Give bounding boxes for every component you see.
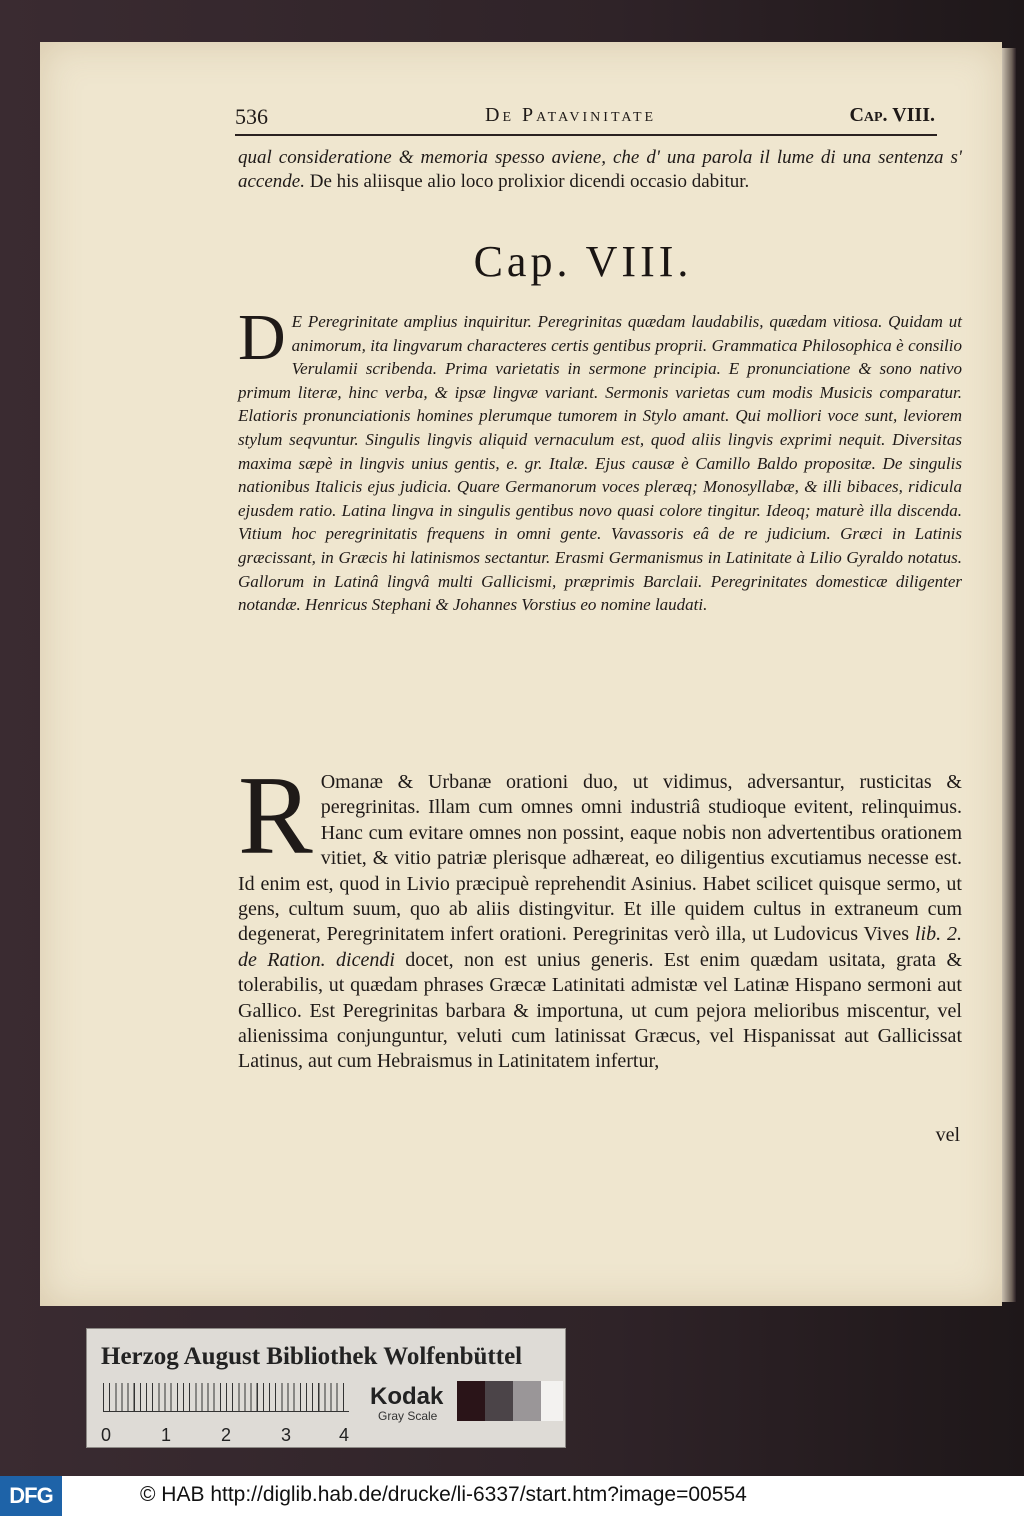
library-name: Herzog August Bibliothek Wolfenbüttel xyxy=(101,1343,523,1370)
latin-tail: De his aliisque alio loco prolixior dicendi occasio dabitur. xyxy=(309,171,750,192)
running-chapter: Cap. VIII. xyxy=(849,104,935,126)
catchword: vel xyxy=(935,1124,960,1146)
citation-link[interactable]: © HAB http://diglib.hab.de/drucke/li-6337/start.htm?image=00554 xyxy=(140,1483,747,1506)
summary-text: E Peregrinitate amplius inquiritur. Peregrinitas quædam laudabilis, quædam vitiosa. Quidam ut animorum, ita lingvarum characteres certis gentibus proprii. Grammatica Philosophica è consilio Verulamii scribenda. Prima varietatis in sermone principia. E pronunciatione & sono nativo primum literæ, hinc verba, & ipsæ lingvæ variant. Sermonis varietas cum modis Musicis comparatur. Elatioris pronunciationis homines plerumque tumorem in Stylo amant. Qui molliori voce sunt, leviorem stylum seqvuntur. Singulis lingvis aliquid vernaculum est, quod aliis lingvis exprimi nequit. Diversitas maxima sæpè in lingvis unius gentis, e. gr. Italæ. Ejus causæ è Camillo Baldo propositæ. De singulis nationibus Italicis ejus judicia. Quare Germanorum voces pleræq; Monosyllabæ, & illi bibaces, ridicula ejusdem ratio. Latina lingva in singulis gentibus novo quasi colore tingitur. Ideoq; maturè illa discenda. Vitium hoc peregrinitatis frequens in omni gente. Vavassoris eâ de re judicium. Græci in Latinis græcissant, in Græcis hi latinismos sectantur. Erasmi Germanismus in Latinitate à Lilio Gyraldo notatus. Gallorum in Latinâ lingvâ multi Gallicismi, præprimis Barclaii. Peregrinitates domesticæ diligenter notandæ. Henricus Stephani & Johannes Vorstius eo nomine laudati. xyxy=(238,312,962,615)
continuation-paragraph xyxy=(238,146,962,194)
body-text-part2: docet, non est unius generis. Est enim quædam usitata, grata & tolerabilis, ut quædam phrases Græcæ Latinitati admistæ vel Latinæ Hispano sermoni aut Gallico. Est Peregrinitas barbara & importuna, ut cum pejora melioribus miscentur, vel alienissima conjunguntur, veluti cum latinissat Græcus, vel Hispanissat aut Gallicissat Latinus, aut cum Hebraismus in Latinitatem infertur, xyxy=(238,948,962,1073)
running-title: De Patavinitate xyxy=(485,104,657,126)
body-paragraph xyxy=(238,754,962,1075)
ruler-number: 4 xyxy=(339,1425,350,1445)
gray-scale-label: Gray Scale xyxy=(378,1409,438,1423)
footer-bar xyxy=(0,1476,1024,1516)
body-italic-reference: lib. 2. de Ration. dicendi xyxy=(238,923,962,971)
page-edge xyxy=(1002,48,1016,1302)
body-dropcap: R xyxy=(238,754,313,878)
gray-swatch xyxy=(485,1381,513,1421)
summary-dropcap: D xyxy=(238,301,286,374)
scale-ruler xyxy=(103,1383,349,1412)
italian-quote: qual consideratione & memoria spesso aviene, che d' una parola il lume di una sentenza s' accende. xyxy=(238,147,962,192)
running-head xyxy=(235,104,937,136)
dfg-logo[interactable]: DFG xyxy=(0,1476,62,1516)
gray-swatch xyxy=(513,1381,541,1421)
ruler-number: 3 xyxy=(281,1425,292,1445)
chapter-summary xyxy=(238,301,962,617)
gray-swatch xyxy=(457,1381,485,1421)
ruler-number: 2 xyxy=(221,1425,232,1445)
chapter-heading: Cap. VIII. xyxy=(473,237,693,286)
book-page xyxy=(40,42,1002,1306)
color-calibration-bar xyxy=(86,1328,566,1448)
ruler-number: 0 xyxy=(101,1425,112,1445)
body-text-part1: Omanæ & Urbanæ orationi duo, ut vidimus, adversantur, rusticitas & peregrinitas. Illam cum omnes omni industriâ studioque evitent, relinquimus. Hanc cum evitare omnes non possint, eaque nobis non advertentibus orationem vitiet, & vitio patriæ plerisque adhæreat, eo diligentius excutiamus necesse est. Id enim est, quod in Livio præcipuè reprehendit Asinius. Habet scilicet quisque sermo, ut gens, cultum suum, quo ab aliis distingvitur. Et ille quidem cultus in extraneum cum degenerat, Peregrinitatem infert orationi. Peregrinitas verò illa, ut Ludovicus Vives xyxy=(238,771,962,946)
kodak-logo: Kodak xyxy=(370,1383,444,1410)
page-number: 536 xyxy=(235,104,268,129)
ruler-number: 1 xyxy=(161,1425,172,1445)
gray-swatch xyxy=(541,1381,563,1421)
